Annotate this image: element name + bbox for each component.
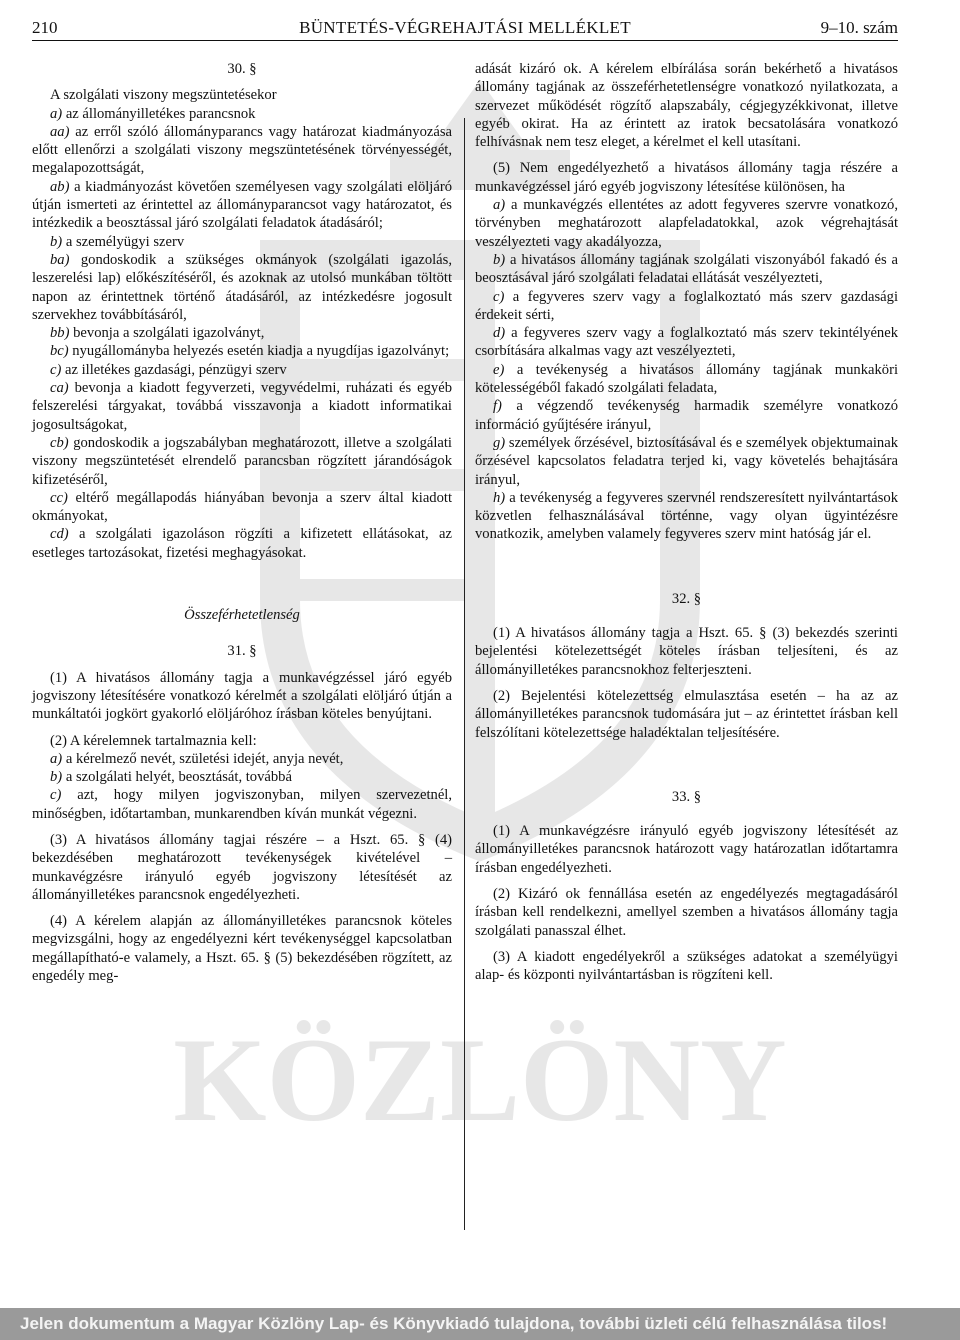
right-column <box>475 60 898 984</box>
s33-paragraph-1: (1) A munkavégzésre irányuló egyéb jogviszony létesítését az állományilletékes parancsnok határozott vagy határozatlan időtartamra írásban engedélyezheti. <box>475 823 898 876</box>
s31-paragraph-3: (3) A hivatásos állomány tagjai részére – a Hszt. 65. § (4) bekezdésében meghatározott tevékenységek kivételével – munkavégzésre irányuló egyéb jogviszony létesítését az állományilletékes parancsnok engedélyezheti. <box>32 831 452 903</box>
s31-5-item-a: a) a munkavégzés ellentétes az adott fegyveres szervre vonatkozó, törvényben meghatározott alapfeladatokkal, azok végrehajtását veszélyezteti vagy akadályozza, <box>475 197 898 250</box>
s31-5-item-c: c) a fegyveres szerv vagy a foglalkoztató más szerv gazdasági érdekeit sérti, <box>475 288 898 323</box>
section-33-heading: 33. § <box>671 788 702 805</box>
s31-5-item-b: b) a hivatásos állomány tagjának szolgálati viszonyából fakadó és a beosztásával járó szolgálati feladatai ellátását veszélyezteti, <box>475 251 898 287</box>
s33-paragraph-3: (3) A kiadott engedélyekről a szükséges adatokat a személyügyi alap- és központi nyilvántartásban is rögzíteni kell. <box>475 948 898 984</box>
s32-paragraph-1: (1) A hivatásos állomány tagja a Hszt. 65. § (3) bekezdés szerinti bejelentési kötelezettségét köteles írásban teljesíteni, és az állományilletékes parancsnokhoz felterjeszteni. <box>475 625 898 678</box>
s30-item-cc: cc) eltérő megállapodás hiányában bevonja a szerv által kiadott okmányokat, <box>32 489 452 525</box>
s30-item-cb: cb) gondoskodik a jogszabályban meghatározott, illetve a szolgálati viszony megszüntetését elrendelő parancsban rögzített járandóságok kifizetéséről, <box>32 434 452 488</box>
s30-item-ba: ba) gondoskodik a szükséges okmányok (szolgálati igazolás, leszerelési lap) előkészítéséről, és azoknak az utolsó munkában töltött napon az érintettnek történő átadásáról, az intézkedésre jogosult szervekhez továbbításáról, <box>32 251 452 323</box>
s31-item-a: a) a kérelmező nevét, születési idejét, anyja nevét, <box>50 750 344 767</box>
s30-item-a: a) az állományilletékes parancsnok <box>50 105 256 122</box>
watermark-text: KÖZLÖNY <box>173 1013 787 1146</box>
s32-paragraph-2: (2) Bejelentési kötelezettség elmulasztása esetén – ha az az állományilletékes parancsnok tudomására jut – az érintettet írásban kell felszólítani kötelezettsége haladéktalan teljesítésére. <box>475 687 898 741</box>
copyright-footer: Jelen dokumentum a Magyar Közlöny Lap- és Könyvkiadó tulajdona, további üzleti célú felhasználása tilos! <box>0 1308 960 1340</box>
left-column <box>32 60 452 985</box>
s31-item-b: b) a szolgálati helyét, beosztását, továbbá <box>50 769 292 786</box>
s31-paragraph-2: (2) A kérelemnek tartalmaznia kell: <box>50 732 257 749</box>
s30-item-ca: ca) bevonja a kiadott fegyverzeti, vegyvédelmi, ruházati és egyéb felszerelési tárgyakat, továbbá visszavonja a kiadott informatikai jogosultságokat, <box>32 380 452 433</box>
s31-5-item-g: g) személyek őrzésével, biztosításával és e személyek objektumainak őrzésével kapcsolatos feladatra terjed ki, vagy követelés behajtására irányul, <box>475 434 898 488</box>
s31-paragraph-1: (1) A hivatásos állomány tagja a munkavégzéssel járó egyéb jogviszony létesítésére vonatkozó kérelmét a szolgálati elöljáró útján a munkáltatói jogkört gyakorló elöljáróhoz írásban köteles benyújtani. <box>32 669 452 723</box>
s30-item-bb: bb) bevonja a szolgálati igazolványt, <box>50 325 265 342</box>
page-number: 210 <box>32 18 58 37</box>
section-31-heading: 31. § <box>227 643 257 660</box>
subheading-osszeferhetetlenseg: Összeférhetetlenség <box>184 607 300 624</box>
section-30-heading: 30. § <box>227 61 257 77</box>
page-header <box>32 16 898 41</box>
s31-5-item-h: h) a tevékenység a fegyveres szervnél rendszeresített nyilvántartások közvetlen felhasználásával történne, vagy olyan ügyintézésre vonatkozik, amelyben valamely fegyveres szerv mint hatóság jár el. <box>475 489 898 543</box>
s31-5-item-f: f) a végzendő tevékenység harmadik személyre vonatkozó információ gyűjtésére irányul, <box>475 398 898 433</box>
s30-item-aa: aa) az erről szóló állományparancs vagy határozat kiadmányozása előtt ellenőrzi a szolgálati viszony megszüntetésének törvényességét, megalapozottságát, <box>32 123 452 177</box>
s31-5-item-e: e) a tevékenység a hivatásos állomány tagjának munkaköri kötelességéből fakadó szolgálati feladata, <box>475 361 898 397</box>
section-32-heading: 32. § <box>671 590 702 607</box>
s31-paragraph-4: (4) A kérelem alapján az állományilletékes parancsnok köteles megvizsgálni, hogy az engedélyezni kért tevékenységgel kapcsolatban megállapítható-e valamely, a Hszt. 65. § (5) bekezdésében rögzített, az engedély meg- <box>32 913 452 985</box>
column-divider <box>464 118 465 1230</box>
s33-paragraph-2: (2) Kizáró ok fennállása esetén az engedélyezés megtagadásáról írásban kell rendelkezni, amellyel szemben a hivatásos állomány tagja szolgálati panasszal élhet. <box>475 885 898 939</box>
s31-item-c: c) azt, hogy milyen jogviszonyban, milyen szervezetnél, minőségben, időtartamban, munkarendben kíván munkát végezni. <box>32 787 452 822</box>
publication-title: BÜNTETÉS-VÉGREHAJTÁSI MELLÉKLET <box>299 18 631 37</box>
s31-paragraph-4-continued: adását kizáró ok. A kérelem elbírálása során bekérhető a hivatásos állomány tagjának az összeférhetetlenségre vonatkozó nyilatkozata, a szervezet működését rögzítő alapszabály, cégjegyzékkivonat, illetve egyéb okirat. Ha az érintett az iratok becsatolására vonatkozó felhívásnak nem tesz eleget, a kérelmet el kell utasítani. <box>475 61 898 151</box>
issue-number: 9–10. szám <box>820 18 898 37</box>
s30-item-b: b) a személyügyi szerv <box>50 233 185 250</box>
s30-item-c: c) az illetékes gazdasági, pénzügyi szerv <box>50 361 287 378</box>
s30-item-cd: cd) a szolgálati igazoláson rögzíti a kifizetett ellátásokat, az esetleges tartozásokat, fizetési meghagyásokat. <box>32 526 452 561</box>
s31-paragraph-5: (5) Nem engedélyezhető a hivatásos állomány tagja részére a munkavégzéssel járó egyéb jogviszony létesítése különösen, ha <box>475 160 898 195</box>
s31-5-item-d: d) a fegyveres szerv vagy a foglalkoztató más szerv tekintélyének csorbítására alkalmas vagy azt veszélyezteti, <box>475 325 898 360</box>
s30-item-ab: ab) a kiadmányozást követően személyesen vagy szolgálati elöljáró útján ismerteti az érintettel az állományparancsot vagy határozatot, és intézkedik a beosztással járó szolgálati feladatok átadásáról; <box>32 178 452 232</box>
s30-item-bc: bc) nyugállományba helyezés esetén kiadja a nyugdíjas igazolványt; <box>50 343 450 360</box>
s30-intro: A szolgálati viszony megszüntetésekor <box>50 87 277 104</box>
